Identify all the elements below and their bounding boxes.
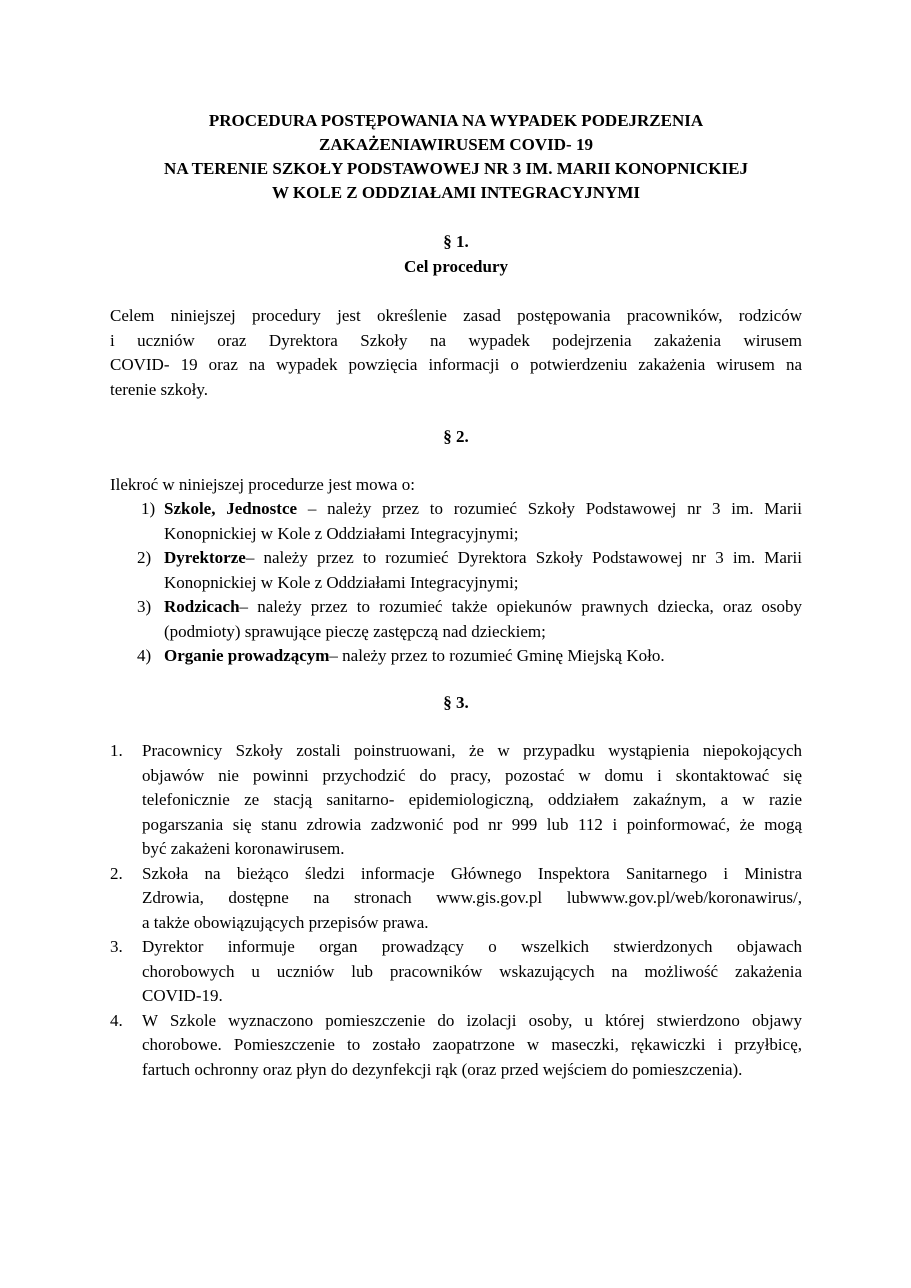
- title-line: W KOLE Z ODDZIAŁAMI INTEGRACYJNYMI: [271, 183, 641, 202]
- definition-term: Rodzicach: [164, 597, 240, 616]
- definition-line: Konopnickiej w Kole z Oddziałami Integracyjnymi;: [164, 523, 519, 543]
- section-2-intro: [110, 473, 802, 498]
- definition-term: Dyrektorze: [164, 548, 246, 567]
- definition-term: Organie prowadzącym: [164, 646, 330, 665]
- definition-number: 3): [137, 597, 152, 616]
- definition-item: [110, 546, 802, 595]
- section-1-paragraph: [110, 304, 802, 402]
- procedure-line: być zakażeni koronawirusem.: [142, 839, 345, 858]
- definition-line: (podmioty) sprawujące pieczę zastępczą nad dzieckiem;: [164, 621, 546, 641]
- section-2-intro-text: Ilekroć w niniejszej procedurze jest mowa o:: [110, 475, 415, 494]
- paragraph-line: i uczniów oraz Dyrektora Szkoły na wypadek podejrzenia zakażenia wirusem: [110, 330, 802, 350]
- procedure-point: [110, 739, 802, 862]
- title-line: ZAKAŻENIAWIRUSEM COVID- 19: [319, 135, 593, 154]
- definition-text: – należy przez to rozumieć Dyrektora Szkoły Podstawowej nr 3 im. Marii: [245, 548, 802, 567]
- procedure-line: COVID-19.: [142, 986, 223, 1005]
- definition-term: Szkole, Jednostce: [164, 499, 298, 518]
- definition-line: [164, 595, 802, 620]
- procedure-line: Pracownicy Szkoły zostali poinstruowani, że w przypadku wystąpienia niepokojących: [142, 741, 802, 760]
- document-title: [110, 109, 802, 205]
- definition-text: – należy przez to rozumieć także opiekunów prawnych dziecka, oraz osoby: [239, 597, 802, 616]
- procedure-point-number: 3.: [110, 937, 123, 956]
- definition-line: [164, 546, 802, 571]
- procedure-line: chorobowych u uczniów lub pracowników wskazujących na możliwość zakażenia: [142, 961, 802, 981]
- paragraph-line: terenie szkoły.: [110, 379, 209, 399]
- definition-item: [110, 644, 802, 669]
- definitions-list: [110, 497, 802, 669]
- procedure-point: [110, 935, 802, 1009]
- procedure-line: pogarszania się stanu zdrowia zadzwonić pod nr 999 lub 112 i poinformować, że mogą: [142, 814, 802, 834]
- definition-line: Konopnickiej w Kole z Oddziałami Integracyjnymi;: [164, 572, 519, 592]
- procedure-point-number: 2.: [110, 863, 123, 883]
- procedure-line: Szkoła na bieżąco śledzi informacje Głównego Inspektora Sanitarnego i Ministra: [142, 863, 802, 883]
- procedure-points-list: [110, 739, 802, 1082]
- section-3-number: § 3.: [443, 693, 469, 712]
- title-line: NA TERENIE SZKOŁY PODSTAWOWEJ NR 3 IM. MARII KONOPNICKIEJ: [164, 159, 748, 178]
- procedure-line: chorobowe. Pomieszczenie to zostało zaopatrzone w maseczki, rękawiczki i przyłbicę,: [142, 1035, 802, 1054]
- definition-line: [164, 644, 802, 669]
- procedure-line: Dyrektor informuje organ prowadzący o wszelkich stwierdzonych objawach: [142, 937, 802, 956]
- paragraph-line: Celem niniejszej procedury jest określenie zasad postępowania pracowników, rodziców: [110, 306, 802, 325]
- definition-number: 2): [137, 548, 152, 567]
- procedure-line: telefonicznie ze stacją sanitarno- epidemiologiczną, oddziałem zakaźnym, a w razie: [142, 790, 802, 809]
- section-1-number: § 1.: [443, 232, 469, 251]
- section-1-heading: Cel procedury: [403, 257, 509, 276]
- definition-number: 1): [141, 499, 156, 518]
- procedure-line: W Szkole wyznaczono pomieszczenie do izolacji osoby, u której stwierdzono objawy: [142, 1010, 802, 1030]
- section-2-number: § 2.: [443, 427, 469, 446]
- procedure-line: fartuch ochronny oraz płyn do dezynfekcji rąk (oraz przed wejściem do pomieszczenia).: [142, 1059, 743, 1079]
- title-line: PROCEDURA POSTĘPOWANIA NA WYPADEK PODEJRZENIA: [208, 111, 704, 130]
- definition-item: [110, 497, 802, 546]
- procedure-line: Zdrowia, dostępne na stronach www.gis.gov.pl lubwww.gov.pl/web/koronawirus/,: [142, 888, 802, 907]
- definition-text: – należy przez to rozumieć Szkoły Podstawowej nr 3 im. Marii: [297, 499, 803, 518]
- procedure-point-number: 1.: [110, 741, 123, 760]
- procedure-line: a także obowiązujących przepisów prawa.: [142, 912, 429, 932]
- procedure-point-number: 4.: [110, 1010, 123, 1030]
- definition-number: 4): [137, 646, 152, 665]
- procedure-line: objawów nie powinni przychodzić do pracy, pozostać w domu i skontaktować się: [142, 765, 802, 785]
- definition-item: [110, 595, 802, 644]
- definition-line: [164, 497, 802, 522]
- paragraph-line: COVID- 19 oraz na wypadek powzięcia informacji o potwierdzeniu zakażenia wirusem na: [110, 355, 802, 374]
- definition-text: – należy przez to rozumieć Gminę Miejską Koło.: [329, 646, 665, 665]
- procedure-point: [110, 1009, 802, 1083]
- procedure-point: [110, 862, 802, 936]
